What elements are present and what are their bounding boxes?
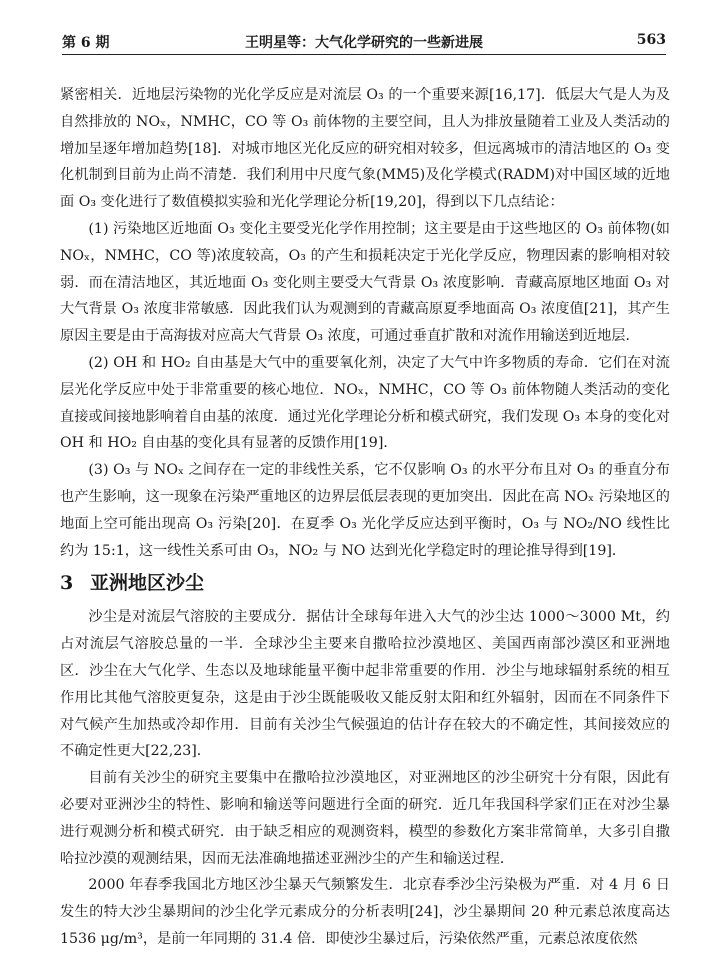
paragraph-dust-intro: 沙尘是对流层气溶胶的主要成分．据估计全球每年进入大气的沙尘达 1000～3000 Mt，约占对流层气溶胶总量的一半．全球沙尘主要来自撒哈拉沙漠地区、美国西南部沙漠区和亚洲地区．沙尘在大气化学、生态以及地球能量平衡中起非常重要的作用．沙尘与地球辐射系统的相互作用比其他气溶胶更复杂，这是由于沙尘既能吸收又能反射太阳和红外辐射，因而在不同条件下对气候产生加热或冷却作用．目前有关沙尘气候强迫的估计存在较大的不确定性，其间接效应的不确定性更大[22,23]．: [60, 609, 670, 760]
paragraph-dust-research: 目前有关沙尘的研究主要集中在撒哈拉沙漠地区，对亚洲地区的沙尘研究十分有限，因此有必要对亚洲沙尘的特性、影响和输送等问题进行全面的研究．近几年我国科学家们正在对沙尘暴进行观测分析和模式研究．由于缺乏相应的观测资料，模型的参数化方案非常简单，大多引自撒哈拉沙漠的观测结果，因而无法准确地描述亚洲沙尘的产生和输送过程．: [60, 770, 670, 867]
issue-number: 第 6 期: [62, 35, 110, 51]
running-header: [62, 28, 666, 55]
conclusion-2: (2) OH 和 HO₂ 自由基是大气中的重要氧化剂，决定了大气中许多物质的寿命．它们在对流层光化学反应中处于非常重要的核心地位．NOₓ，NMHC，CO 等 O₃ 前体物随人类活动的变化直接或间接地影响着自由基的浓度．通过光化学理论分析和模式研究，我们发现 O₃ 本身的变化对 OH 和 HO₂ 自由基的变化具有显著的反馈作用[19]．: [60, 354, 670, 452]
paragraph-continued: 紧密相关．近地层污染物的光化学反应是对流层 O₃ 的一个重要来源[16,17]．低层大气是人为及自然排放的 NOₓ，NMHC，CO 等 O₃ 前体物的主要空间，且人为排放量随着工业及人类活动的增加呈逐年增加趋势[18]．对城市地区光化反应的研究相对较多，但远离城市的清洁地区的 O₃ 变化机制到目前为止尚不清楚．我们利用中尺度气象(MM5)及化学模式(RADM)对中国区域的近地面 O₃ 变化进行了数值模拟实验和光化学理论分析[19,20]，得到以下几点结论：: [60, 87, 670, 211]
conclusion-1: (1) 污染地区近地面 O₃ 变化主要受光化学作用控制；这主要是由于这些地区的 O₃ 前体物(如 NOₓ，NMHC，CO 等)浓度较高，O₃ 的产生和损耗决定于光化学反应，物理因素的影响相对较弱．而在清洁地区，其近地面 O₃ 变化则主要受大气背景 O₃ 浓度影响．青藏高原地区地面 O₃ 对大气背景 O₃ 浓度非常敏感．因此我们认为观测到的青藏高原夏季地面高 O₃ 浓度值[21]，其产生原因主要是由于高海拔对应高大气背景 O₃ 浓度，可通过垂直扩散和对流作用输送到近地层．: [60, 220, 670, 345]
conclusion-3: (3) O₃ 与 NOₓ 之间存在一定的非线性关系，它不仅影响 O₃ 的水平分布且对 O₃ 的垂直分布也产生影响，这一现象在污染严重地区的边界层低层表现的更加突出．因此在高 NOₓ 污染地区的地面上空可能出现高 O₃ 污染[20]．在夏季 O₃ 光化学反应达到平衡时，O₃ 与 NO₂/NO 线性比约为 15:1，这一线性关系可由 O₃，NO₂ 与 NO 达到光化学稳定时的理论推导得到[19]．: [60, 462, 670, 559]
paragraph-dust-2000: 2000 年春季我国北方地区沙尘暴天气频繁发生．北京春季沙尘污染极为严重．对 4 月 6 日发生的特大沙尘暴期间的沙尘化学元素成分的分析表明[24]，沙尘暴期间 20 种元素总浓度高达 1536 μg/m³，是前一年同期的 31.4 倍．即使沙尘暴过后，污染依然严重，元素总浓度依然: [60, 877, 670, 947]
section-number: 3: [60, 572, 74, 595]
page-number: 563: [636, 32, 666, 48]
article-body: [60, 82, 670, 953]
section-title: 亚洲地区沙尘: [90, 572, 205, 595]
running-title: 王明星等：大气化学研究的一些新进展: [245, 35, 483, 51]
section-heading: [60, 568, 670, 598]
